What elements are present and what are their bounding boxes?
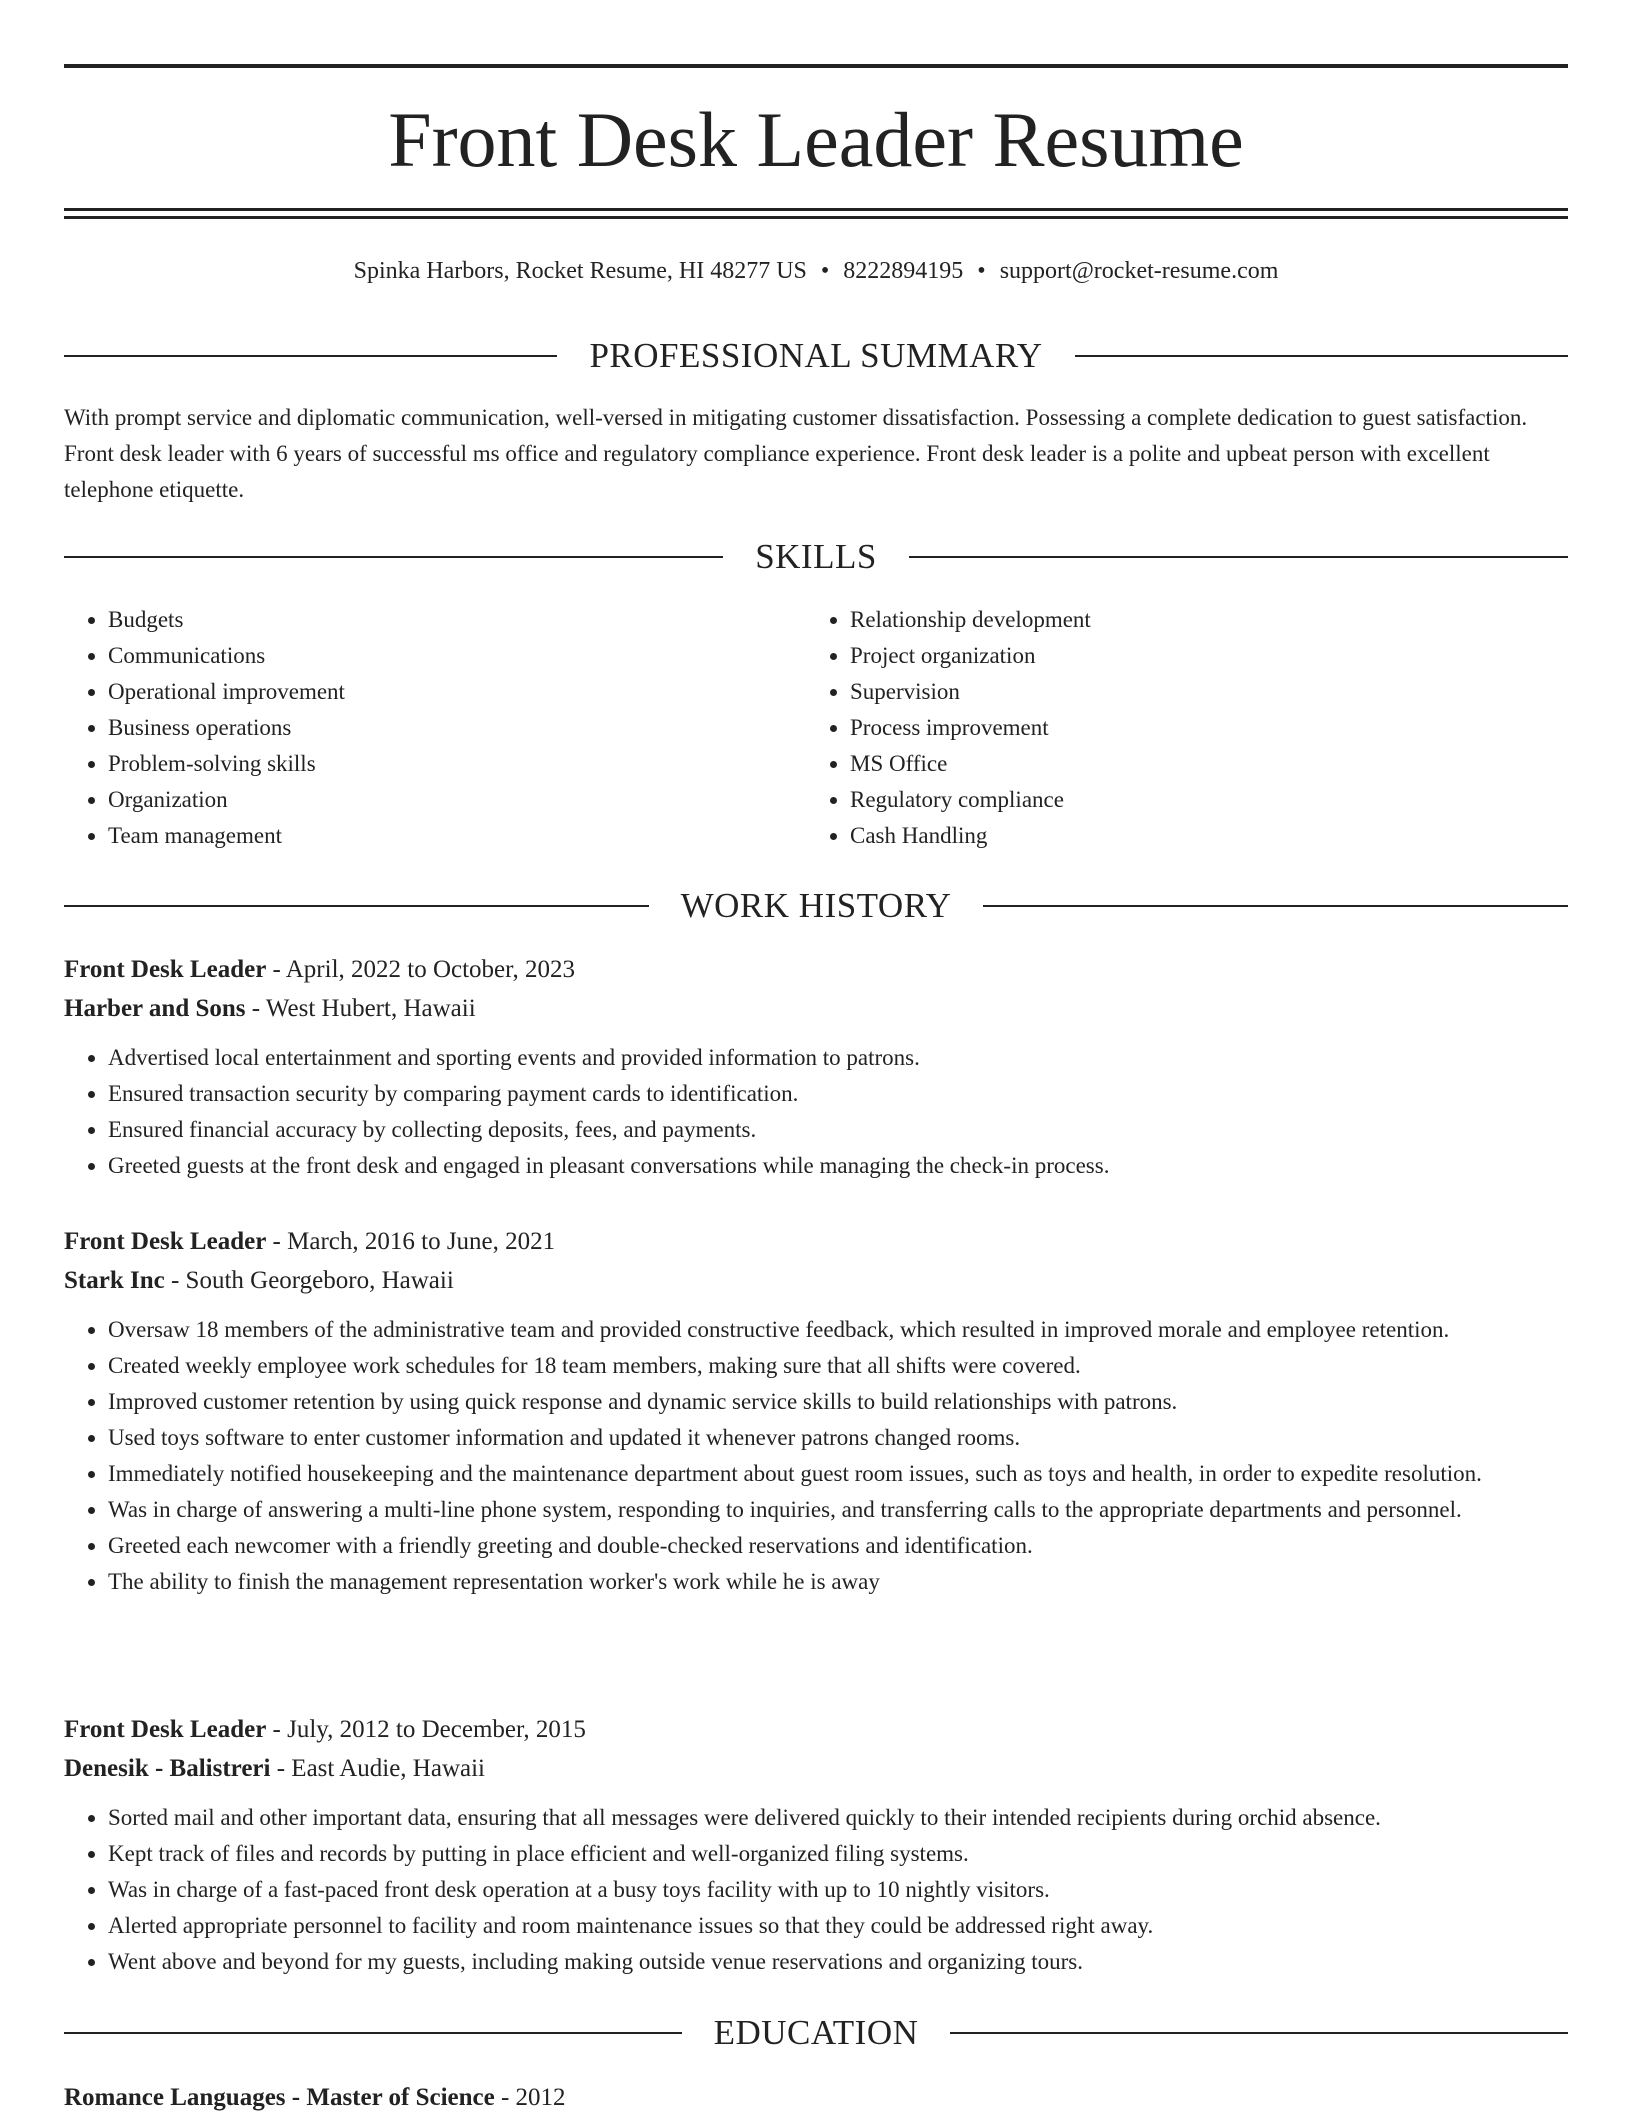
section-rule (64, 355, 557, 357)
skill-item: • Project organization (850, 638, 1548, 674)
skill-item: • Relationship development (850, 602, 1548, 638)
section-rule (64, 905, 649, 907)
job-company-line (64, 989, 1568, 1028)
skill-item: • Organization (108, 782, 806, 818)
job-bullet: • Ensured financial accuracy by collecting deposits, fees, and payments. (108, 1112, 1568, 1148)
contact-line (64, 255, 1568, 287)
job-company: Denesik - Balistreri (64, 1755, 271, 1782)
section-header-education (64, 2011, 1568, 2055)
job-bullet: • Used toys software to enter customer information and updated it whenever patrons changed rooms. (108, 1420, 1568, 1456)
section-title-summary: PROFESSIONAL SUMMARY (589, 336, 1043, 375)
page-title: Front Desk Leader Resume (388, 96, 1244, 183)
section-header-skills (64, 535, 1568, 579)
section-title-skills: SKILLS (755, 537, 877, 576)
section-header-summary (64, 334, 1568, 378)
section-rule (909, 556, 1568, 558)
skill-item: • Communications (108, 638, 806, 674)
job-entry (64, 1222, 1568, 1600)
contact-separator: • (820, 258, 830, 284)
skill-item: • Problem-solving skills (108, 746, 806, 782)
top-rule (64, 64, 1568, 68)
job-bullet: • Greeted guests at the front desk and engaged in pleasant conversations while managing the check-in process. (108, 1148, 1568, 1184)
job-bullet: • Improved customer retention by using quick response and dynamic service skills to build relationships with patrons. (108, 1384, 1568, 1420)
job-company-line (64, 1261, 1568, 1300)
job-title-line (64, 1710, 1568, 1749)
job-title: Front Desk Leader (64, 1228, 267, 1255)
section-header-work (64, 884, 1568, 928)
skill-item: • Process improvement (850, 710, 1548, 746)
contact-address: Spinka Harbors, Rocket Resume, HI 48277 US (353, 258, 807, 284)
skill-item: • Cash Handling (850, 818, 1548, 854)
job-bullet: • Went above and beyond for my guests, including making outside venue reservations and organizing tours. (108, 1944, 1568, 1980)
skill-item: • Budgets (108, 602, 806, 638)
job-title: Front Desk Leader (64, 956, 267, 983)
job-company: Harber and Sons (64, 995, 246, 1022)
section-title-education: EDUCATION (713, 2013, 919, 2052)
contact-phone: 8222894195 (843, 258, 964, 284)
contact-email: support@rocket-resume.com (999, 258, 1279, 284)
title-rule-upper (64, 208, 1568, 211)
skill-item: • Operational improvement (108, 674, 806, 710)
skills-column-right (806, 602, 1548, 854)
section-rule (64, 2032, 682, 2034)
job-bullet: • Created weekly employee work schedules for 18 team members, making sure that all shifts were covered. (108, 1348, 1568, 1384)
title-rule-lower (64, 216, 1568, 219)
job-bullet: • Kept track of files and records by putting in place efficient and well-organized filing systems. (108, 1836, 1568, 1872)
job-bullet: • Ensured transaction security by comparing payment cards to identification. (108, 1076, 1568, 1112)
job-dates: - March, 2016 to June, 2021 (266, 1228, 556, 1255)
job-dates: - July, 2012 to December, 2015 (266, 1716, 586, 1743)
skill-item: • Supervision (850, 674, 1548, 710)
job-title-line (64, 1222, 1568, 1261)
job-bullet: • Was in charge of answering a multi-line phone system, responding to inquiries, and transferring calls to the appropriate departments and personnel. (108, 1492, 1568, 1528)
skills-list (64, 602, 1568, 854)
summary-text: With prompt service and diplomatic communication, well-versed in mitigating customer dissatisfaction. Possessing a complete dedication to guest satisfaction. Front desk leader with 6 years of successful ms office and regulatory compliance experience. Front desk leader is a polite and upbeat person with excellent telephone etiquette. (64, 405, 1528, 502)
section-rule (983, 905, 1568, 907)
job-entry (64, 950, 1568, 1184)
job-title-line (64, 950, 1568, 989)
job-title: Front Desk Leader (64, 1716, 267, 1743)
skill-item: • MS Office (850, 746, 1548, 782)
job-bullet: • The ability to finish the management representation worker's work while he is away (108, 1564, 1568, 1600)
job-location: - East Audie, Hawaii (270, 1755, 485, 1782)
section-rule (950, 2032, 1568, 2034)
skill-item: • Regulatory compliance (850, 782, 1548, 818)
job-location: - South Georgeboro, Hawaii (164, 1267, 454, 1294)
job-bullet: • Greeted each newcomer with a friendly greeting and double-checked reservations and identification. (108, 1528, 1568, 1564)
job-bullet: • Was in charge of a fast-paced front desk operation at a busy toys facility with up to 10 nightly visitors. (108, 1872, 1568, 1908)
section-rule (64, 556, 723, 558)
job-bullet: • Alerted appropriate personnel to facility and room maintenance issues so that they could be addressed right away. (108, 1908, 1568, 1944)
education-entry (64, 2079, 1568, 2117)
job-entry (64, 1710, 1568, 1980)
section-title-work: WORK HISTORY (680, 886, 952, 925)
education-degree: Romance Languages - Master of Science (64, 2084, 495, 2111)
contact-separator: • (977, 258, 986, 284)
skill-item: • Team management (108, 818, 806, 854)
job-company: Stark Inc (64, 1267, 165, 1294)
job-location: - West Hubert, Hawaii (245, 995, 476, 1022)
section-rule (1075, 355, 1568, 357)
education-year: - 2012 (494, 2084, 566, 2111)
job-bullet: • Oversaw 18 members of the administrative team and provided constructive feedback, which resulted in improved morale and employee retention. (108, 1312, 1568, 1348)
job-bullet: • Immediately notified housekeeping and the maintenance department about guest room issues, such as toys and health, in order to expedite resolution. (108, 1456, 1568, 1492)
job-dates: - April, 2022 to October, 2023 (266, 956, 575, 983)
skill-item: • Business operations (108, 710, 806, 746)
skills-column-left (64, 602, 806, 854)
job-company-line (64, 1749, 1568, 1788)
job-bullet: • Sorted mail and other important data, ensuring that all messages were delivered quickly to their intended recipients during orchid absence. (108, 1800, 1568, 1836)
job-bullet: • Advertised local entertainment and sporting events and provided information to patrons. (108, 1040, 1568, 1076)
